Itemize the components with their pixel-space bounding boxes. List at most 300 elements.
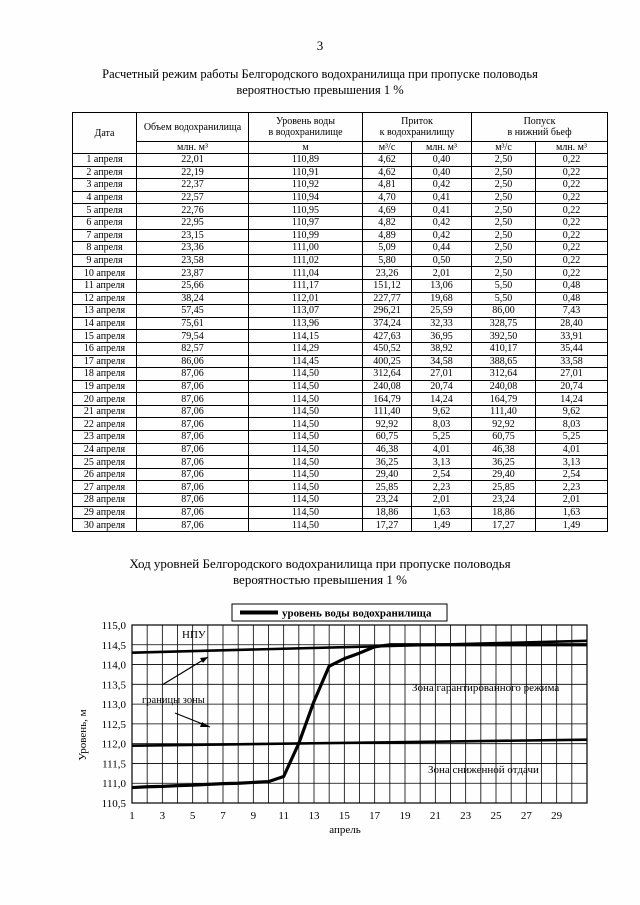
table-cell-value: 114,29 [249,342,363,355]
table-row [73,456,608,469]
table-cell-value: 33,58 [536,355,608,368]
table-cell-value: 2,50 [472,229,536,242]
table-cell-value: 33,91 [536,330,608,343]
table-cell-value: 112,01 [249,292,363,305]
table-cell-value: 4,81 [363,179,412,192]
table-cell-value: 17,27 [363,519,412,532]
table-cell-value: 36,25 [363,456,412,469]
table-cell-value: 4,82 [363,216,412,229]
y-axis-label: Уровень, м [77,709,89,761]
table-row [73,191,608,204]
table-cell-value: 2,50 [472,242,536,255]
annotation-reduced-zone: Зона сниженной отдачи [428,764,539,776]
table-cell-value: 87,06 [137,380,249,393]
table-cell-value: 9,62 [412,405,472,418]
table-cell-value: 4,62 [363,154,412,167]
table-cell-value: 111,40 [363,405,412,418]
x-tick-label: 3 [159,810,166,822]
table-cell-value: 110,89 [249,154,363,167]
table-cell-value: 0,22 [536,267,608,280]
table-cell-value: 410,17 [472,342,536,355]
table-row [73,342,608,355]
table-cell-date: 20 апреля [73,393,137,406]
table-cell-value: 0,22 [536,191,608,204]
table-cell-value: 110,94 [249,191,363,204]
table-cell-value: 23,26 [363,267,412,280]
table-row [73,468,608,481]
table-cell-date: 30 апреля [73,519,137,532]
table-cell-value: 23,58 [137,254,249,267]
table-cell-value: 4,01 [412,443,472,456]
table-cell-value: 17,27 [472,519,536,532]
table-cell-value: 87,06 [137,393,249,406]
table-cell-value: 22,95 [137,216,249,229]
table-cell-date: 19 апреля [73,380,137,393]
table-cell-value: 1,63 [536,506,608,519]
table-cell-value: 0,48 [536,279,608,292]
table-row [73,317,608,330]
x-tick-label: 25 [490,810,502,822]
table-row [73,292,608,305]
table-cell-value: 240,08 [363,380,412,393]
table-cell-value: 164,79 [363,393,412,406]
table-cell-value: 114,45 [249,355,363,368]
x-tick-label: 17 [369,810,381,822]
table-cell-value: 7,43 [536,305,608,318]
table-cell-value: 46,38 [363,443,412,456]
table-cell-value: 86,00 [472,305,536,318]
table-cell-value: 114,50 [249,506,363,519]
table-body [73,154,608,532]
table-row [73,330,608,343]
table-cell-value: 60,75 [363,431,412,444]
table-cell-value: 36,95 [412,330,472,343]
x-tick-label: 19 [399,810,411,822]
table-cell-date: 8 апреля [73,242,137,255]
table-cell-value: 0,22 [536,154,608,167]
table-row [73,216,608,229]
table-cell-value: 2,54 [412,468,472,481]
table-cell-value: 5,50 [472,279,536,292]
table-cell-value: 113,96 [249,317,363,330]
table-cell-value: 110,97 [249,216,363,229]
table-cell-value: 0,22 [536,166,608,179]
table-cell-value: 5,25 [536,431,608,444]
table-cell-value: 240,08 [472,380,536,393]
table-row [73,154,608,167]
table-row [73,418,608,431]
chart-title-line-2: вероятностью превышения 1 % [233,572,407,587]
table-cell-value: 1,49 [536,519,608,532]
table-cell-value: 114,50 [249,494,363,507]
table-cell-value: 87,06 [137,405,249,418]
table-cell-value: 87,06 [137,468,249,481]
table-cell-value: 114,50 [249,443,363,456]
table-cell-value: 113,07 [249,305,363,318]
table-cell-value: 46,38 [472,443,536,456]
table-cell-value: 29,40 [472,468,536,481]
table-row [73,267,608,280]
table-cell-value: 28,40 [536,317,608,330]
table-cell-date: 1 апреля [73,154,137,167]
table-cell-value: 0,40 [412,154,472,167]
table-cell-date: 23 апреля [73,431,137,444]
table-cell-value: 20,74 [536,380,608,393]
table-cell-value: 111,17 [249,279,363,292]
unit-level: м [249,142,363,154]
reservoir-regime-table [72,112,608,532]
table-cell-date: 3 апреля [73,179,137,192]
table-row [73,279,608,292]
header-release-line-1: Попуск [523,116,556,127]
table-cell-date: 15 апреля [73,330,137,343]
table-cell-value: 164,79 [472,393,536,406]
table-cell-value: 22,57 [137,191,249,204]
table-cell-value: 110,91 [249,166,363,179]
legend-label: уровень воды водохранилища [282,607,432,620]
table-cell-value: 79,54 [137,330,249,343]
table-cell-value: 86,06 [137,355,249,368]
table-cell-value: 22,01 [137,154,249,167]
y-tick-label: 114,5 [101,639,126,652]
x-tick-label: 5 [189,810,196,822]
table-cell-value: 114,50 [249,405,363,418]
table-row [73,368,608,381]
table-cell-value: 5,80 [363,254,412,267]
water-level-chart [0,595,640,845]
table-cell-value: 4,70 [363,191,412,204]
table-cell-date: 13 апреля [73,305,137,318]
table-cell-value: 87,06 [137,443,249,456]
unit-inflow-mln: млн. м³ [412,142,472,154]
table-cell-value: 87,06 [137,431,249,444]
table-cell-value: 13,06 [412,279,472,292]
table-cell-value: 110,95 [249,204,363,217]
table-cell-value: 296,21 [363,305,412,318]
header-level-line-1: Уровень воды [276,116,335,127]
table-cell-value: 312,64 [363,368,412,381]
table-cell-value: 2,50 [472,216,536,229]
table-cell-date: 6 апреля [73,216,137,229]
table-cell-value: 227,77 [363,292,412,305]
table-cell-value: 27,01 [412,368,472,381]
table-cell-date: 27 апреля [73,481,137,494]
table-cell-value: 0,22 [536,254,608,267]
page-number: 3 [316,38,324,53]
table-row [73,204,608,217]
header-release [472,113,608,142]
table-cell-value: 35,44 [536,342,608,355]
table-cell-value: 87,06 [137,519,249,532]
table-cell-date: 18 апреля [73,368,137,381]
y-tick-label: 113,5 [101,679,126,692]
chart-title [0,556,640,588]
header-release-line-2: в нижний бьеф [507,127,572,138]
table-cell-value: 151,12 [363,279,412,292]
table-cell-value: 374,24 [363,317,412,330]
table-cell-value: 22,19 [137,166,249,179]
unit-release-m3s: м³/с [472,142,536,154]
table-cell-value: 0,48 [536,292,608,305]
table-cell-value: 114,50 [249,368,363,381]
table-cell-value: 2,50 [472,191,536,204]
table-row [73,305,608,318]
table-cell-value: 20,74 [412,380,472,393]
x-tick-label: 7 [220,810,226,822]
table-cell-value: 0,50 [412,254,472,267]
table-cell-value: 2,50 [472,204,536,217]
table-cell-value: 38,24 [137,292,249,305]
table-cell-value: 312,64 [472,368,536,381]
table-cell-value: 60,75 [472,431,536,444]
table-cell-date: 10 апреля [73,267,137,280]
table-cell-value: 5,09 [363,242,412,255]
table-row [73,519,608,532]
table-cell-value: 19,68 [412,292,472,305]
table-cell-value: 392,50 [472,330,536,343]
table-cell-value: 1,49 [412,519,472,532]
table-cell-value: 114,50 [249,418,363,431]
table-cell-value: 25,66 [137,279,249,292]
header-date: Дата [73,113,137,154]
table-cell-value: 450,52 [363,342,412,355]
table-cell-value: 0,42 [412,179,472,192]
table-cell-date: 25 апреля [73,456,137,469]
table-row [73,405,608,418]
table-cell-value: 2,01 [412,494,472,507]
table-cell-value: 0,41 [412,204,472,217]
unit-release-mln: млн. м³ [536,142,608,154]
npu-arrowhead [200,657,208,663]
table-cell-date: 21 апреля [73,405,137,418]
y-tick-label: 114,0 [101,659,126,672]
table-cell-value: 38,92 [412,342,472,355]
table-row [73,443,608,456]
table-cell-value: 4,01 [536,443,608,456]
zone-arrowhead [200,722,210,727]
table-cell-value: 87,06 [137,418,249,431]
table-cell-value: 34,58 [412,355,472,368]
table-row [73,355,608,368]
table-cell-date: 24 апреля [73,443,137,456]
table-cell-value: 0,22 [536,204,608,217]
table-cell-date: 9 апреля [73,254,137,267]
table-cell-value: 111,02 [249,254,363,267]
table-cell-value: 25,59 [412,305,472,318]
x-axis-label: апрель [329,824,361,836]
table-cell-value: 92,92 [472,418,536,431]
y-tick-label: 111,5 [102,758,126,771]
table-cell-value: 114,50 [249,393,363,406]
table-cell-value: 2,50 [472,154,536,167]
table-row [73,380,608,393]
y-tick-label: 110,5 [101,798,126,810]
table-cell-date: 7 апреля [73,229,137,242]
table-cell-date: 16 апреля [73,342,137,355]
table-cell-value: 427,63 [363,330,412,343]
table-cell-value: 8,03 [412,418,472,431]
annotation-guaranteed-zone: Зона гарантированного режима [412,682,560,694]
y-tick-label: 115,0 [101,620,126,632]
header-level [249,113,363,142]
table-row [73,481,608,494]
table-cell-value: 0,22 [536,216,608,229]
table-cell-value: 0,44 [412,242,472,255]
table-cell-value: 36,25 [472,456,536,469]
table-cell-date: 11 апреля [73,279,137,292]
table-cell-value: 2,50 [472,267,536,280]
table-cell-value: 92,92 [363,418,412,431]
table-cell-date: 17 апреля [73,355,137,368]
table-cell-value: 23,87 [137,267,249,280]
table-cell-value: 75,61 [137,317,249,330]
table-cell-value: 23,36 [137,242,249,255]
table-cell-value: 111,04 [249,267,363,280]
table-cell-date: 26 апреля [73,468,137,481]
table-cell-value: 2,23 [536,481,608,494]
table-cell-value: 0,22 [536,229,608,242]
table-cell-value: 8,03 [536,418,608,431]
header-inflow-line-2: к водохранилищу [379,127,455,138]
table-cell-value: 32,33 [412,317,472,330]
x-tick-label: 21 [429,810,441,822]
table-cell-date: 4 апреля [73,191,137,204]
table-cell-value: 3,13 [536,456,608,469]
x-tick-label: 27 [520,810,532,822]
y-tick-label: 112,5 [101,718,126,731]
table-row [73,229,608,242]
x-tick-label: 9 [250,810,257,822]
table-cell-value: 2,54 [536,468,608,481]
table-cell-value: 110,92 [249,179,363,192]
table-cell-value: 2,01 [412,267,472,280]
table-cell-date: 5 апреля [73,204,137,217]
table-cell-value: 4,62 [363,166,412,179]
table-cell-value: 18,86 [472,506,536,519]
table-cell-value: 25,85 [472,481,536,494]
table-cell-value: 110,99 [249,229,363,242]
table-cell-value: 0,41 [412,191,472,204]
table-cell-value: 87,06 [137,481,249,494]
table-row [73,254,608,267]
y-tick-label: 112,0 [101,738,126,751]
y-tick-label: 111,0 [102,778,126,791]
table-cell-value: 111,40 [472,405,536,418]
x-tick-label: 11 [278,810,289,822]
table-cell-date: 29 апреля [73,506,137,519]
header-inflow-line-1: Приток [401,116,433,127]
table-cell-value: 87,06 [137,494,249,507]
table-cell-value: 3,13 [412,456,472,469]
table-cell-value: 27,01 [536,368,608,381]
table-cell-value: 114,15 [249,330,363,343]
table-cell-value: 388,65 [472,355,536,368]
npu-arrow [162,657,208,685]
annotation-npu: НПУ [182,629,206,641]
table-row [73,393,608,406]
x-tick-label: 15 [338,810,350,822]
table-row [73,179,608,192]
table-cell-value: 57,45 [137,305,249,318]
table-cell-value: 1,63 [412,506,472,519]
table-cell-date: 2 апреля [73,166,137,179]
table-cell-value: 0,22 [536,242,608,255]
table-cell-value: 4,69 [363,204,412,217]
x-tick-label: 1 [129,810,135,822]
table-cell-value: 111,00 [249,242,363,255]
table-cell-value: 14,24 [412,393,472,406]
table-cell-value: 0,22 [536,179,608,192]
table-cell-value: 400,25 [363,355,412,368]
table-cell-value: 22,76 [137,204,249,217]
unit-inflow-m3s: м³/с [363,142,412,154]
table-cell-value: 87,06 [137,506,249,519]
chart-title-line-1: Ход уровней Белгородского водохранилища при пропуске половодья [129,556,511,571]
table-cell-value: 14,24 [536,393,608,406]
table-row [73,431,608,444]
unit-volume: млн. м³ [137,142,249,154]
table-cell-value: 5,50 [472,292,536,305]
table-cell-date: 14 апреля [73,317,137,330]
table-cell-value: 2,50 [472,166,536,179]
table-cell-value: 0,42 [412,229,472,242]
table-cell-value: 114,50 [249,431,363,444]
table-cell-value: 23,15 [137,229,249,242]
y-tick-label: 113,0 [101,699,126,712]
table-cell-value: 22,37 [137,179,249,192]
header-level-line-2: в водохранилище [268,127,343,138]
table-cell-value: 0,40 [412,166,472,179]
table-cell-value: 114,50 [249,456,363,469]
table-cell-date: 22 апреля [73,418,137,431]
header-volume: Объем водохранилища [137,113,249,142]
table-row [73,242,608,255]
header-inflow [363,113,472,142]
table-cell-value: 328,75 [472,317,536,330]
document-title-line-2: вероятностью превышения 1 % [236,83,404,97]
table-cell-value: 2,01 [536,494,608,507]
table-cell-value: 5,25 [412,431,472,444]
table-cell-value: 114,50 [249,481,363,494]
table-cell-value: 29,40 [363,468,412,481]
table-cell-value: 0,42 [412,216,472,229]
x-tick-label: 13 [308,810,320,822]
x-tick-label: 29 [551,810,563,822]
table-cell-value: 18,86 [363,506,412,519]
table-cell-value: 23,24 [363,494,412,507]
table-cell-date: 12 апреля [73,292,137,305]
table-cell-value: 2,50 [472,254,536,267]
annotation-zone-bounds: границы зоны [142,695,205,706]
table-cell-value: 25,85 [363,481,412,494]
table-cell-value: 114,50 [249,519,363,532]
table-row [73,494,608,507]
table-cell-value: 9,62 [536,405,608,418]
table-cell-value: 2,23 [412,481,472,494]
x-tick-label: 23 [460,810,472,822]
table-cell-value: 82,57 [137,342,249,355]
table-cell-value: 114,50 [249,380,363,393]
table-cell-value: 114,50 [249,468,363,481]
table-cell-value: 87,06 [137,368,249,381]
table-cell-value: 2,50 [472,179,536,192]
table-cell-date: 28 апреля [73,494,137,507]
document-title [0,66,640,98]
document-title-line-1: Расчетный режим работы Белгородского водохранилища при пропуске половодья [102,67,538,81]
table-cell-value: 87,06 [137,456,249,469]
table-cell-value: 4,89 [363,229,412,242]
table-cell-value: 23,24 [472,494,536,507]
